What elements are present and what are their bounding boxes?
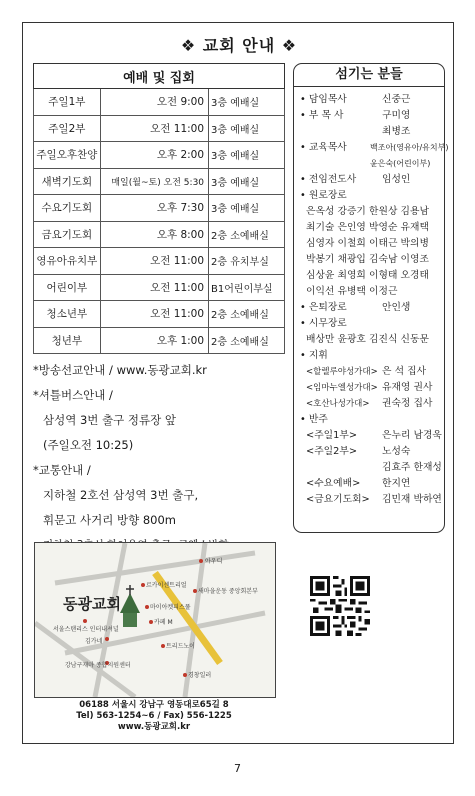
role-label: <호산나성가대> [306, 399, 370, 409]
list-item [300, 444, 442, 460]
shuttle-line: (주일오전 10:25) [43, 438, 134, 452]
list-item [300, 364, 442, 380]
list-item [300, 124, 442, 140]
person-name: 권숙정 집사 [382, 398, 433, 409]
service-name: 어린이부 [34, 274, 101, 301]
role-label: • 은퇴장로 [300, 302, 347, 313]
table-row [34, 274, 285, 301]
list-item [300, 172, 442, 188]
role-label: <할렐루야성가대> [306, 367, 378, 377]
service-place: 2층 소예배실 [209, 301, 285, 328]
worship-table [33, 63, 285, 354]
map-label: 르카이센트리얼 [146, 582, 187, 589]
role-label [306, 460, 382, 476]
table-row [34, 115, 285, 142]
address-line: 06188 서울시 강남구 영동대로65길 8 [79, 700, 229, 710]
map-label: 새마을운동 중앙회본부 [198, 588, 258, 595]
table-row [34, 168, 285, 195]
person-name: 김효주 한재성 [382, 462, 442, 473]
person-name: 백조아(영유아/유치부) [370, 143, 449, 152]
website-line: www.동광교회.kr [117, 722, 191, 732]
phone-line: Tel) 563-1254~6 / Fax) 556-1225 [76, 711, 232, 721]
map-label: 아우디 [205, 558, 223, 565]
person-name: 김민재 박하연 [382, 494, 442, 505]
service-time: 오후 7:30 [100, 195, 208, 222]
staff-title: 섬기는 분들 [294, 64, 444, 87]
list-item [300, 92, 442, 108]
active-elders-line: 배상만 윤광호 김진식 신동문 [306, 334, 429, 345]
active-elders-title: • 시무장로 [300, 318, 347, 329]
service-time: 오전 11:00 [100, 274, 208, 301]
person-name: 은 석 집사 [382, 366, 427, 377]
service-time: 오후 2:00 [100, 142, 208, 169]
table-row [34, 327, 285, 354]
map-label: 트리드노이 [166, 643, 195, 650]
person-name: 임성인 [382, 174, 411, 185]
shuttle-title: *셔틀버스안내 / [33, 388, 113, 402]
service-time: 매일(월~토) 오전 5:30 [100, 168, 208, 195]
service-place: 2층 유치부실 [209, 248, 285, 275]
service-name: 금요기도회 [34, 221, 101, 248]
person-name: 유재영 권사 [382, 382, 433, 393]
list-item [300, 108, 442, 124]
map-drawing [35, 543, 275, 697]
role-label: • 부 목 사 [300, 110, 344, 121]
broadcast-notice: *방송선교안내 / www.동광교회.kr [33, 363, 207, 377]
list-item [300, 460, 442, 476]
role-label: • 교육목사 [300, 142, 347, 153]
list-item [300, 380, 442, 396]
service-name: 주일오후찬양 [34, 142, 101, 169]
page-number: 7 [234, 762, 241, 775]
elders-line: 이익선 유병택 이정근 [306, 286, 398, 297]
traffic-title: *교통안내 / [33, 463, 91, 477]
elders-line: 심영자 이철희 이태근 박의병 [306, 238, 429, 249]
list-item [300, 300, 442, 316]
qr-code-icon [310, 576, 370, 636]
table-row [34, 142, 285, 169]
list-item [300, 492, 442, 508]
table-row [34, 195, 285, 222]
service-name: 청소년부 [34, 301, 101, 328]
role-label: • 담임목사 [300, 94, 347, 105]
service-place: 2층 소예배실 [209, 221, 285, 248]
map-church-name: 동광교회 [63, 595, 121, 613]
service-name: 영유아유치부 [34, 248, 101, 275]
person-name: 구미영 [382, 110, 411, 121]
service-name: 주일1부 [34, 89, 101, 116]
table-row [34, 89, 285, 116]
table-row [34, 248, 285, 275]
accomp-title: • 반주 [300, 414, 328, 425]
role-label: <주일2부> [306, 446, 358, 457]
location-map [34, 542, 276, 698]
service-time: 오후 1:00 [100, 327, 208, 354]
list-item [300, 428, 442, 444]
service-place: 3층 예배실 [209, 142, 285, 169]
map-label: 서울스탠리스 인터내셔널 [53, 626, 119, 633]
staff-box [293, 63, 449, 533]
service-time: 오후 8:00 [100, 221, 208, 248]
deacons-title: • 지휘 [300, 350, 328, 361]
service-place: 3층 예배실 [209, 89, 285, 116]
map-label: 경창일러 [188, 672, 212, 679]
person-name: 은누리 남경욱 [382, 430, 442, 441]
role-label: <주일1부> [306, 430, 358, 441]
worship-table-title: 예배 및 집회 [34, 64, 285, 89]
map-label: 카페 M [154, 619, 173, 626]
page-heading: ❖ 교회 안내 ❖ [180, 36, 298, 55]
person-name: 안인생 [382, 302, 411, 313]
service-name: 수요기도회 [34, 195, 101, 222]
person-name: 한지연 [382, 478, 411, 489]
address-block [34, 700, 274, 733]
role-label: <금요기도회> [306, 494, 370, 505]
shuttle-line: 삼성역 3번 출구 정류장 앞 [43, 413, 177, 427]
role-label: • 전임전도사 [300, 174, 357, 185]
role-label: <수요예배> [306, 478, 361, 489]
person-name: 신중근 [382, 94, 411, 105]
map-label: 김가네 [85, 638, 103, 645]
service-place: 3층 예배실 [209, 115, 285, 142]
service-time: 오전 11:00 [100, 115, 208, 142]
elders-title: • 원로장로 [300, 190, 347, 201]
elders-line: 최기술 은인영 박영순 유재택 [306, 222, 429, 233]
service-name: 주일2부 [34, 115, 101, 142]
staff-list [300, 92, 449, 508]
map-label: 마이아켓피스풀 [150, 604, 191, 611]
traffic-line: 휘문고 사거리 방향 800m [43, 513, 176, 527]
list-item [300, 396, 442, 412]
elders-line: 은옥성 강증기 한원상 김용남 [306, 206, 429, 217]
person-name: 최병조 [382, 126, 411, 137]
list-item [300, 476, 442, 492]
service-time: 오전 11:00 [100, 248, 208, 275]
service-time: 오전 9:00 [100, 89, 208, 116]
person-name: 윤은숙(어린이부) [370, 159, 431, 168]
service-name: 청년부 [34, 327, 101, 354]
list-item [300, 140, 449, 156]
service-time: 오전 11:00 [100, 301, 208, 328]
notices [33, 358, 285, 558]
person-name: 노성숙 [382, 446, 411, 457]
elders-line: 심상윤 최영희 이형태 오경태 [306, 270, 429, 281]
service-name: 새벽기도회 [34, 168, 101, 195]
list-item [300, 156, 442, 172]
service-place: 3층 예배실 [209, 195, 285, 222]
service-place: 3층 예배실 [209, 168, 285, 195]
table-row [34, 221, 285, 248]
traffic-line: 지하철 2호선 삼성역 3번 출구, [43, 488, 199, 502]
service-place: 2층 소예배실 [209, 327, 285, 354]
service-place: B1어린이부실 [209, 274, 285, 301]
elders-line: 박봉기 채광입 김숙남 이영조 [306, 254, 429, 265]
role-label: <임마누엘성가대> [306, 383, 378, 393]
table-row [34, 301, 285, 328]
map-label: 강남구재마 종합지원센터 [65, 662, 131, 669]
